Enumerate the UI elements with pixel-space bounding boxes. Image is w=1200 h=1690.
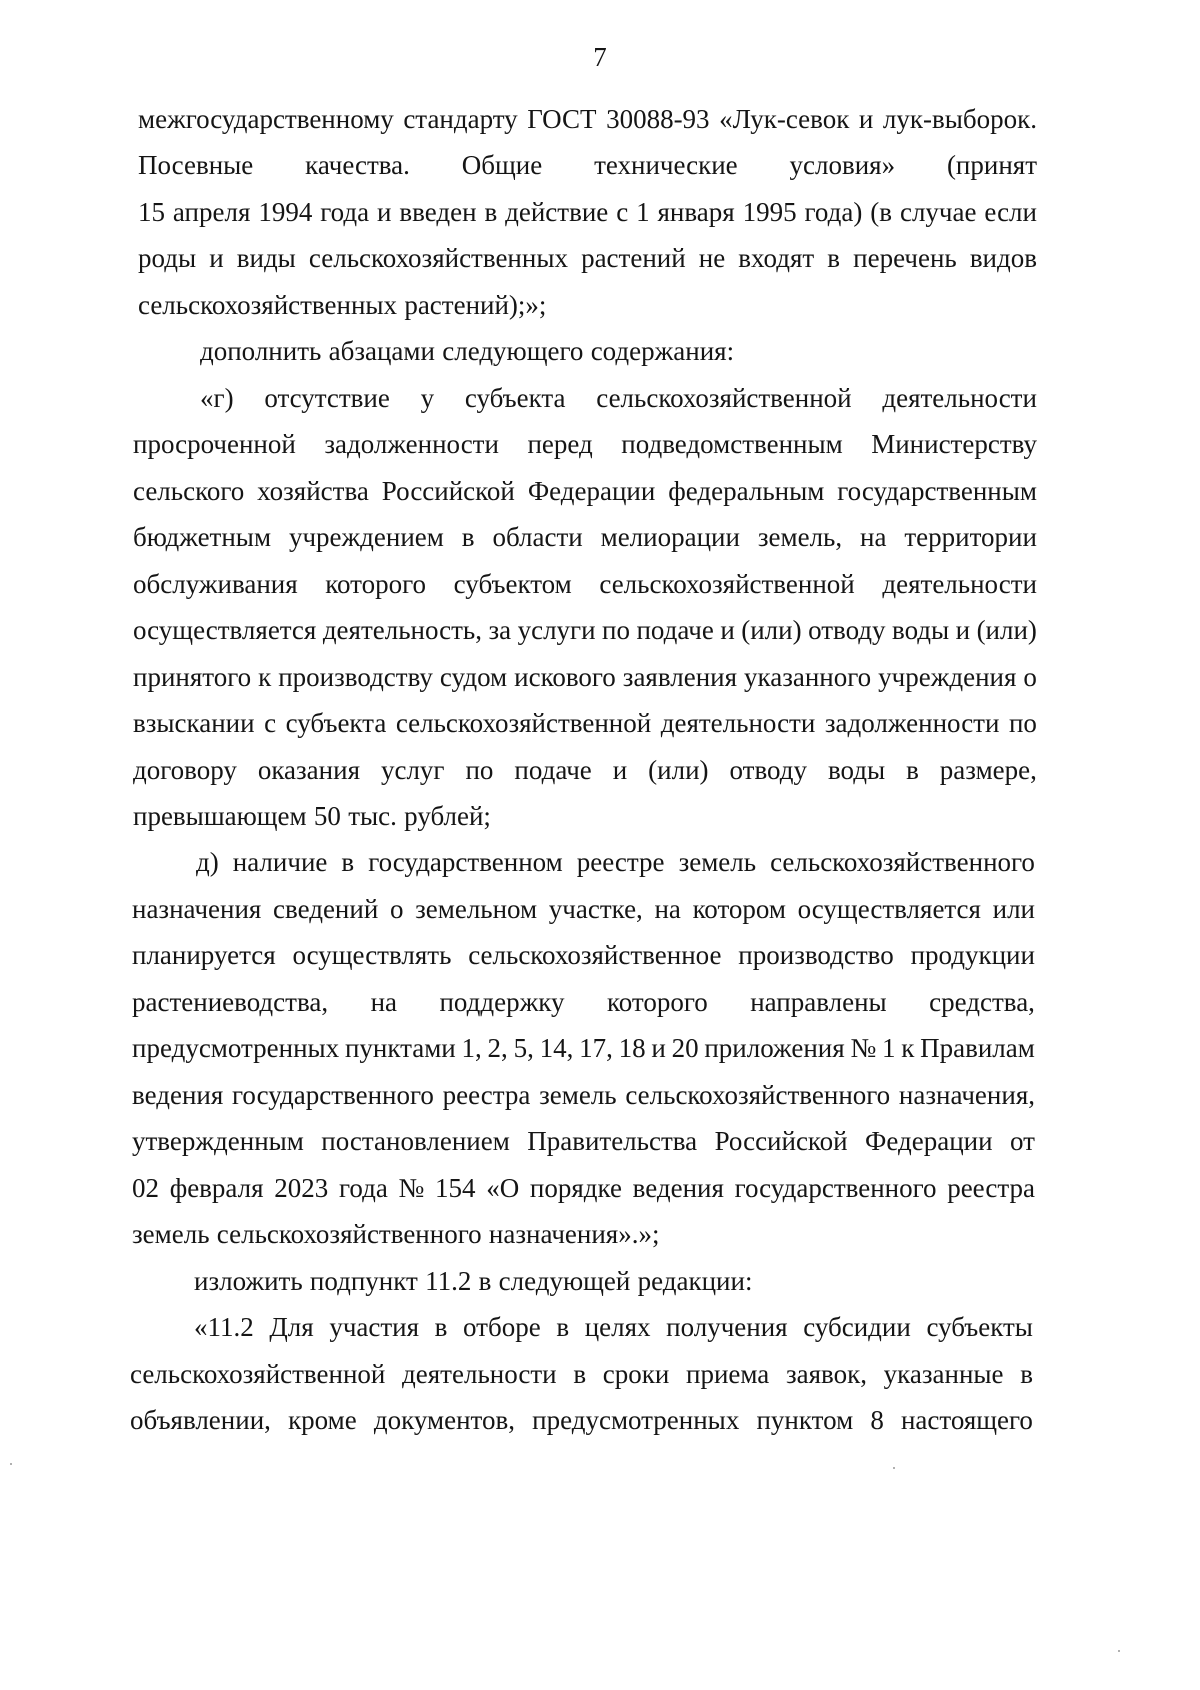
word: следующего — [442, 336, 584, 366]
word: реестре — [576, 847, 665, 877]
word: Российской — [381, 476, 515, 506]
word: сельскохозяйственных — [138, 290, 398, 320]
word: по — [602, 615, 630, 645]
text-line — [133, 799, 498, 833]
word: субъектом — [453, 569, 572, 599]
word: участке, — [548, 894, 643, 924]
word: целях — [584, 1312, 651, 1342]
word: введен — [399, 197, 477, 227]
word: отсутствие — [264, 383, 390, 413]
word: апреля — [172, 197, 251, 227]
word: к — [901, 1033, 915, 1063]
word: 18 — [618, 1033, 646, 1063]
scan-speck — [10, 1463, 12, 1465]
word: которого — [325, 569, 427, 599]
word: которого — [607, 987, 708, 1017]
word: сельскохозяйственное — [468, 940, 722, 970]
word: отборе — [463, 1312, 541, 1342]
word: на — [860, 522, 887, 552]
word: по — [465, 755, 494, 785]
text-line — [138, 241, 1037, 275]
word: сельскохозяйственной — [395, 708, 652, 738]
word: заявок, — [785, 1359, 867, 1389]
word: области — [492, 522, 583, 552]
word: осуществлять — [292, 940, 452, 970]
word: ведения — [632, 1173, 724, 1203]
word: предусмотренных — [132, 1033, 340, 1063]
word: поддержку — [439, 987, 565, 1017]
word: сельского — [133, 476, 245, 506]
word: и — [377, 197, 392, 227]
word: за — [488, 615, 512, 645]
word: пунктами — [344, 1033, 456, 1063]
word: средства, — [929, 987, 1035, 1017]
word: растениеводства, — [132, 987, 329, 1017]
word: или — [992, 894, 1035, 924]
word: дополнить — [200, 336, 322, 366]
word: просроченной — [133, 429, 296, 459]
word: земель, — [757, 522, 843, 552]
word: назначения — [132, 894, 262, 924]
word: у — [420, 383, 435, 413]
word: отводу — [729, 755, 807, 785]
word: земель — [539, 1080, 617, 1110]
word: и — [858, 104, 874, 134]
text-line — [133, 567, 1037, 601]
word: (или) — [741, 615, 802, 645]
word: года — [320, 197, 370, 227]
text-line — [133, 706, 1037, 740]
word: (принят — [946, 150, 1037, 180]
word: стандарту — [403, 104, 518, 134]
word: учреждением — [288, 522, 444, 552]
text-line — [138, 195, 1037, 229]
text-line — [138, 148, 1037, 182]
text-line — [133, 427, 1037, 461]
word: судом — [439, 662, 508, 692]
word: государственным — [837, 476, 1037, 506]
word: утвержденным — [132, 1126, 304, 1156]
word: февраля — [169, 1173, 264, 1203]
word: назначения, — [898, 1080, 1035, 1110]
word: направлены — [750, 987, 887, 1017]
word: деятельности — [402, 1359, 557, 1389]
word: перечень — [853, 243, 957, 273]
word: участия — [329, 1312, 420, 1342]
word: постановлением — [321, 1126, 510, 1156]
word: в — [906, 755, 919, 785]
word: сельскохозяйственной — [599, 569, 855, 599]
text-line — [200, 334, 741, 368]
word: бюджетным — [133, 522, 272, 552]
word: «г) — [200, 383, 234, 413]
word: в — [556, 1312, 570, 1342]
word: года) — [804, 197, 863, 227]
word: объявлении, — [130, 1405, 271, 1435]
word: отводу — [808, 615, 886, 645]
text-line — [194, 1264, 760, 1298]
word: и — [651, 1033, 666, 1063]
word: искового — [514, 662, 616, 692]
word: услуг — [380, 755, 445, 785]
word: не — [698, 243, 726, 273]
word: в — [573, 1359, 587, 1389]
word: государственного — [232, 1080, 434, 1110]
word: роды — [138, 243, 197, 273]
word: сельскохозяйственного — [625, 1080, 891, 1110]
word: 2023 — [274, 1173, 329, 1203]
word: лук-выборок. — [882, 104, 1037, 134]
word: 1995 — [742, 197, 797, 227]
word: 14, — [539, 1033, 574, 1063]
word: земель — [132, 1219, 210, 1249]
word: действие — [505, 197, 609, 227]
text-line — [200, 381, 1037, 415]
word: и — [209, 243, 224, 273]
word: в — [1020, 1359, 1033, 1389]
scan-speck — [1118, 1650, 1120, 1652]
word: приложения — [704, 1033, 845, 1063]
word: 1, — [461, 1033, 482, 1063]
text-line — [138, 288, 554, 322]
word: д) — [196, 847, 219, 877]
word: мелиорации — [600, 522, 740, 552]
word: настоящего — [900, 1405, 1033, 1435]
word: на — [370, 987, 397, 1017]
word: (или) — [648, 755, 709, 785]
word: кроме — [288, 1405, 357, 1435]
text-line — [196, 845, 1035, 879]
word: подведомственным — [621, 429, 843, 459]
text-line — [132, 985, 1035, 1019]
word: подаче — [514, 755, 592, 785]
word: продукции — [910, 940, 1035, 970]
word: и — [955, 615, 971, 645]
word: подпункт — [309, 1266, 418, 1296]
word: 1 — [881, 1033, 896, 1063]
word: входят — [738, 243, 815, 273]
word: ГОСТ — [527, 104, 597, 134]
word: изложить — [194, 1266, 303, 1296]
word: превышающем — [133, 801, 307, 831]
word: порядке — [529, 1173, 622, 1203]
word: в — [478, 1266, 492, 1296]
word: Федерации — [865, 1126, 993, 1156]
word: 1 — [636, 197, 650, 227]
word: редакции: — [637, 1266, 753, 1296]
word: деятельности — [882, 383, 1037, 413]
word: содержания: — [590, 336, 735, 366]
page-number: 7 — [593, 42, 607, 72]
word: производство — [738, 940, 894, 970]
word: указанные — [883, 1359, 1004, 1389]
word: предусмотренных — [532, 1405, 740, 1435]
word: субъекта — [285, 708, 387, 738]
word: задолженности — [824, 708, 1000, 738]
word: деятельности — [882, 569, 1037, 599]
text-line — [133, 660, 1037, 694]
word: растений — [581, 243, 686, 273]
text-line — [132, 938, 1035, 972]
word: котором — [692, 894, 786, 924]
word: в — [461, 522, 475, 552]
text-line — [133, 474, 1037, 508]
word: Для — [269, 1312, 314, 1342]
word: видов — [969, 243, 1037, 273]
word: (или) — [976, 615, 1037, 645]
word: производству — [278, 662, 433, 692]
word: воды — [892, 615, 950, 645]
word: получения — [666, 1312, 788, 1342]
word: государственном — [368, 847, 563, 877]
word: 50 — [313, 801, 341, 831]
word: услуги — [517, 615, 596, 645]
word: наличие — [232, 847, 328, 877]
word: планируется — [132, 940, 276, 970]
word: Правилам — [920, 1033, 1035, 1063]
word: на — [654, 894, 681, 924]
word: взыскании — [133, 708, 255, 738]
word: осуществляется — [797, 894, 981, 924]
word: в — [434, 1312, 448, 1342]
word: 17, — [579, 1033, 613, 1063]
word: указанного — [744, 662, 872, 692]
word: сельскохозяйственной — [596, 383, 852, 413]
word: в — [341, 847, 355, 877]
word: земель — [678, 847, 757, 877]
text-line — [133, 753, 1037, 787]
word: хозяйства — [257, 476, 369, 506]
word: принятого — [133, 662, 252, 692]
word: и — [720, 615, 735, 645]
word: осуществляется — [133, 615, 317, 645]
word: перед — [527, 429, 593, 459]
word: учреждения — [878, 662, 1017, 692]
word: пунктом — [756, 1405, 854, 1435]
word: 2, — [487, 1033, 508, 1063]
word: сроки — [602, 1359, 670, 1389]
word: документов, — [373, 1405, 515, 1435]
text-line — [194, 1310, 1033, 1344]
word: 15 — [138, 197, 165, 227]
word: к — [258, 662, 272, 692]
word: подаче — [636, 615, 714, 645]
word: 02 — [132, 1173, 159, 1203]
word: № — [850, 1033, 877, 1063]
text-line — [133, 520, 1037, 554]
text-line — [132, 1078, 1035, 1112]
word: абзацами — [328, 336, 435, 366]
word: сведений — [273, 894, 379, 924]
text-line — [130, 1357, 1033, 1391]
word: № — [398, 1173, 425, 1203]
text-line — [132, 1171, 1035, 1205]
word: федеральным — [668, 476, 825, 506]
word: от — [1009, 1126, 1035, 1156]
word: субъекты — [926, 1312, 1033, 1342]
word: оказания — [257, 755, 360, 785]
word: 1994 — [258, 197, 313, 227]
word: реестра — [947, 1173, 1035, 1203]
word: субъекта — [464, 383, 566, 413]
word: договору — [133, 755, 237, 785]
word: межгосударственному — [138, 104, 394, 134]
word: качества. — [305, 150, 410, 180]
word: Посевные — [138, 150, 254, 180]
word: следующей — [498, 1266, 631, 1296]
word: 11.2 — [425, 1266, 472, 1296]
word: назначения».»; — [488, 1219, 660, 1249]
word: воды — [827, 755, 886, 785]
scan-speck — [893, 1467, 895, 1469]
text-line — [130, 1403, 1033, 1437]
text-line — [132, 1031, 1035, 1065]
word: 154 — [434, 1173, 476, 1203]
word: Министерству — [871, 429, 1037, 459]
word: территории — [904, 522, 1037, 552]
word: деятельность, — [322, 615, 482, 645]
text-line — [132, 892, 1035, 926]
word: в — [484, 197, 498, 227]
word: 8 — [870, 1405, 884, 1435]
word: реестра — [442, 1080, 531, 1110]
word: виды — [236, 243, 296, 273]
word: субсидии — [803, 1312, 911, 1342]
text-line — [132, 1124, 1035, 1158]
word: обслуживания — [133, 569, 298, 599]
word: «Лук-севок — [719, 104, 850, 134]
word: Федерации — [527, 476, 656, 506]
word: с — [616, 197, 629, 227]
word: если — [984, 197, 1037, 227]
word: земельном — [415, 894, 538, 924]
word: размере, — [939, 755, 1037, 785]
word: 5, — [513, 1033, 534, 1063]
text-line — [132, 1217, 667, 1251]
word: условия» — [789, 150, 896, 180]
word: сельскохозяйственной — [130, 1359, 386, 1389]
word: января — [657, 197, 735, 227]
word: в — [827, 243, 841, 273]
word: 30088-93 — [606, 104, 710, 134]
word: «О — [486, 1173, 520, 1203]
word: рублей; — [404, 801, 491, 831]
text-line — [138, 102, 1037, 136]
word: о — [389, 894, 404, 924]
word: растений);»; — [404, 290, 547, 320]
word: задолженности — [324, 429, 499, 459]
word: о — [1023, 662, 1037, 692]
word: Общие — [461, 150, 543, 180]
word: 20 — [671, 1033, 699, 1063]
word: приема — [686, 1359, 770, 1389]
word: и — [612, 755, 628, 785]
word: тыс. — [348, 801, 397, 831]
word: по — [1008, 708, 1037, 738]
word: (в — [870, 197, 893, 227]
word: с — [264, 708, 277, 738]
word: технические — [594, 150, 738, 180]
word: случае — [899, 197, 977, 227]
word: заявления — [622, 662, 738, 692]
word: сельскохозяйственных — [308, 243, 568, 273]
word: «11.2 — [194, 1312, 254, 1342]
word: ведения — [132, 1080, 224, 1110]
word: Российской — [714, 1126, 848, 1156]
word: Правительства — [527, 1126, 698, 1156]
word: государственного — [734, 1173, 937, 1203]
word: сельскохозяйственного — [770, 847, 1035, 877]
word: сельскохозяйственного — [216, 1219, 482, 1249]
word: деятельности — [660, 708, 816, 738]
text-line — [133, 613, 1037, 647]
word: года — [338, 1173, 388, 1203]
